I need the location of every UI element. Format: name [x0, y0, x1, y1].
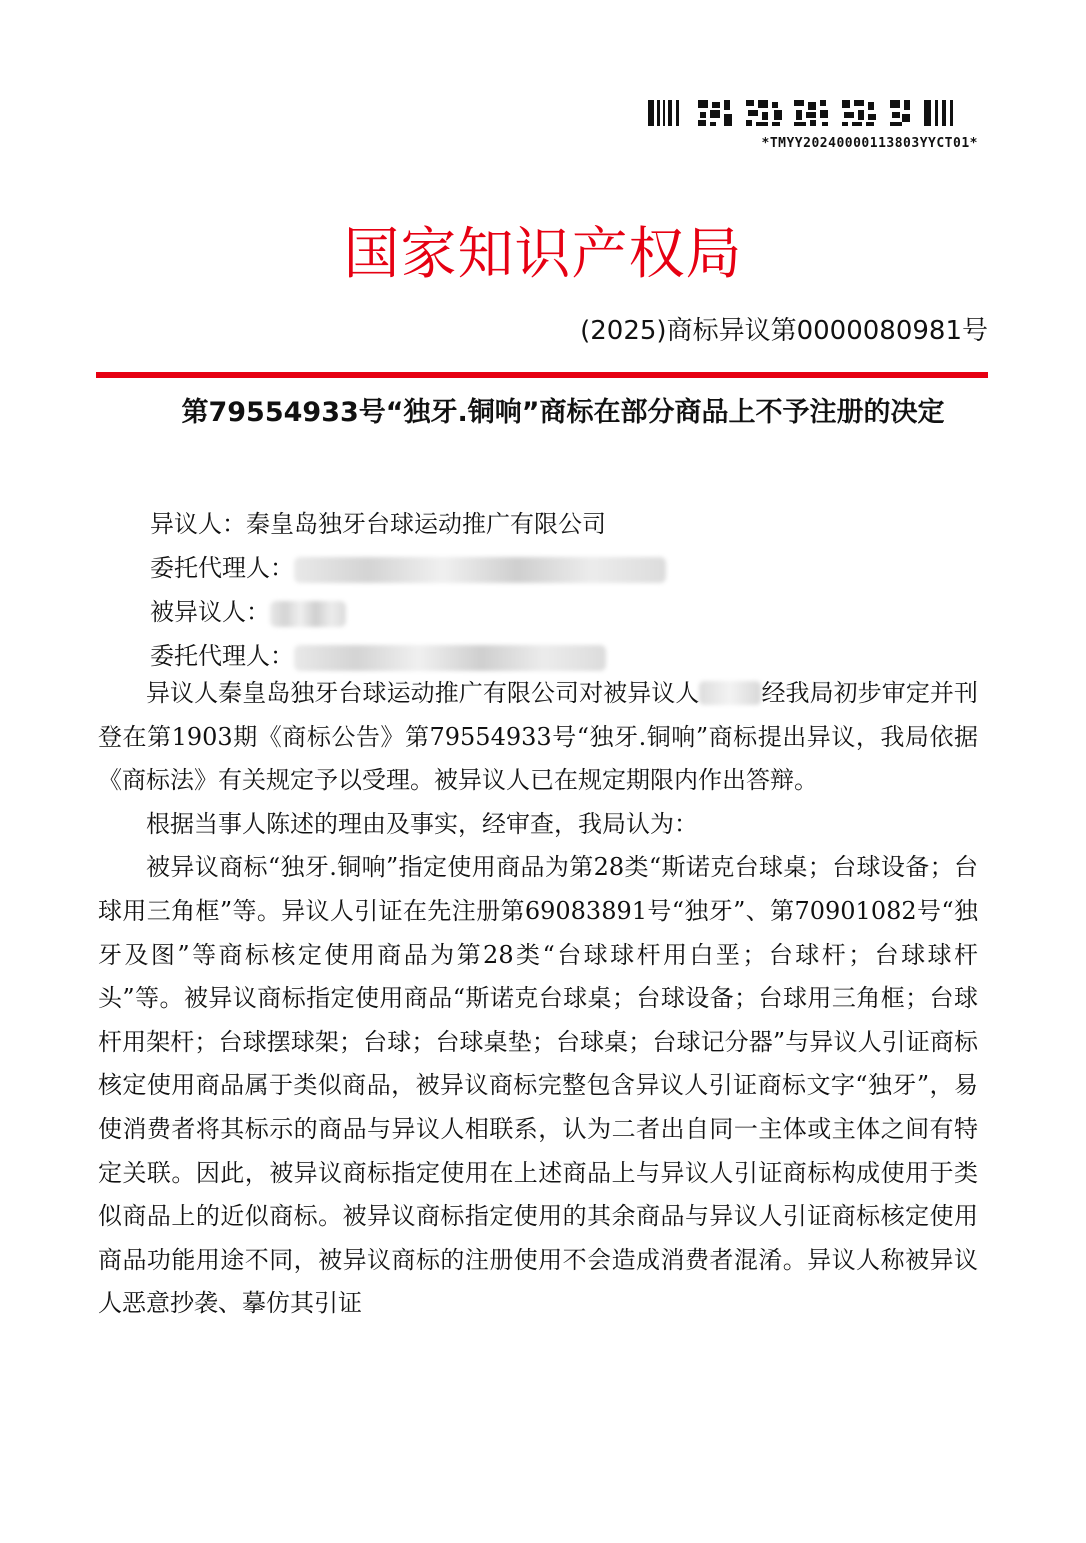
- opponent-name: 秦皇岛独牙台球运动推广有限公司: [246, 510, 606, 538]
- body-paragraph-3: 被异议商标“独牙.铜响”指定使用商品为第28类“斯诺克台球桌；台球设备；台球用三角框”等。异议人引证在先注册第69083891号“独牙”、第70901082号“独牙及图”等商标核定使用商品为第28类“台球球杆用白垩；台球杆；台球球杆头”等。被异议商标指定使用商品“斯诺克台球桌；台球设备；台球用三角框；台球杆用架杆；台球摆球架；台球；台球桌垫；台球桌；台球记分器”与异议人引证商标核定使用商品属于类似商品，被异议商标完整包含异议人引证商标文字“独牙”，易使消费者将其标示的商品与异议人相联系，认为二者出自同一主体或主体之间有特定关联。因此，被异议商标指定使用在上述商品上与异议人引证商标构成使用于类似商品上的近似商标。被异议商标指定使用的其余商品与异议人引证商标核定使用商品功能用途不同，被异议商标的注册使用不会造成消费者混淆。异议人称被异议人恶意抄袭、摹仿其引证: [98, 853, 978, 1318]
- opponent-line: [150, 504, 606, 539]
- decision-body: [98, 672, 978, 1326]
- opposed-label: 被异议人：: [150, 598, 270, 626]
- redacted-opponent-agent: [294, 557, 666, 583]
- redacted-opposed-name: [270, 601, 346, 627]
- agency-name: 国家知识产权局: [343, 222, 743, 287]
- red-divider: [96, 372, 988, 378]
- barcode-area: [640, 90, 980, 156]
- redacted-opposed-agent: [294, 645, 606, 671]
- body-paragraph-1-end: 经我局初步审定并刊登在第1903期《商标公告》第79554933号“独牙.铜响”商标提出异议，我局依据《商标法》有关规定予以受理。被异议人已在规定期限内作出答辩。: [98, 679, 978, 795]
- body-paragraph-1-start: 异议人秦皇岛独牙台球运动推广有限公司对被异议人: [146, 679, 700, 707]
- redacted-opposed-inline: [699, 681, 761, 705]
- opponent-agent-line: [150, 548, 666, 583]
- barcode-text: *TMYY20240000113803YYCT01*: [761, 136, 978, 151]
- body-paragraph-1: [98, 672, 978, 803]
- barcode-image: [646, 98, 966, 128]
- document-number: (2025)商标异议第0000080981号: [580, 316, 988, 346]
- opponent-agent-label: 委托代理人：: [150, 554, 294, 582]
- opposed-agent-line: [150, 636, 606, 671]
- decision-title: 第79554933号“独牙.铜响”商标在部分商品上不予注册的决定: [181, 397, 945, 428]
- opposed-line: [150, 592, 346, 627]
- opposed-agent-label: 委托代理人：: [150, 642, 294, 670]
- body-paragraph-2: 根据当事人陈述的理由及事实，经审查，我局认为：: [146, 809, 698, 838]
- opponent-label: 异议人：: [150, 510, 246, 538]
